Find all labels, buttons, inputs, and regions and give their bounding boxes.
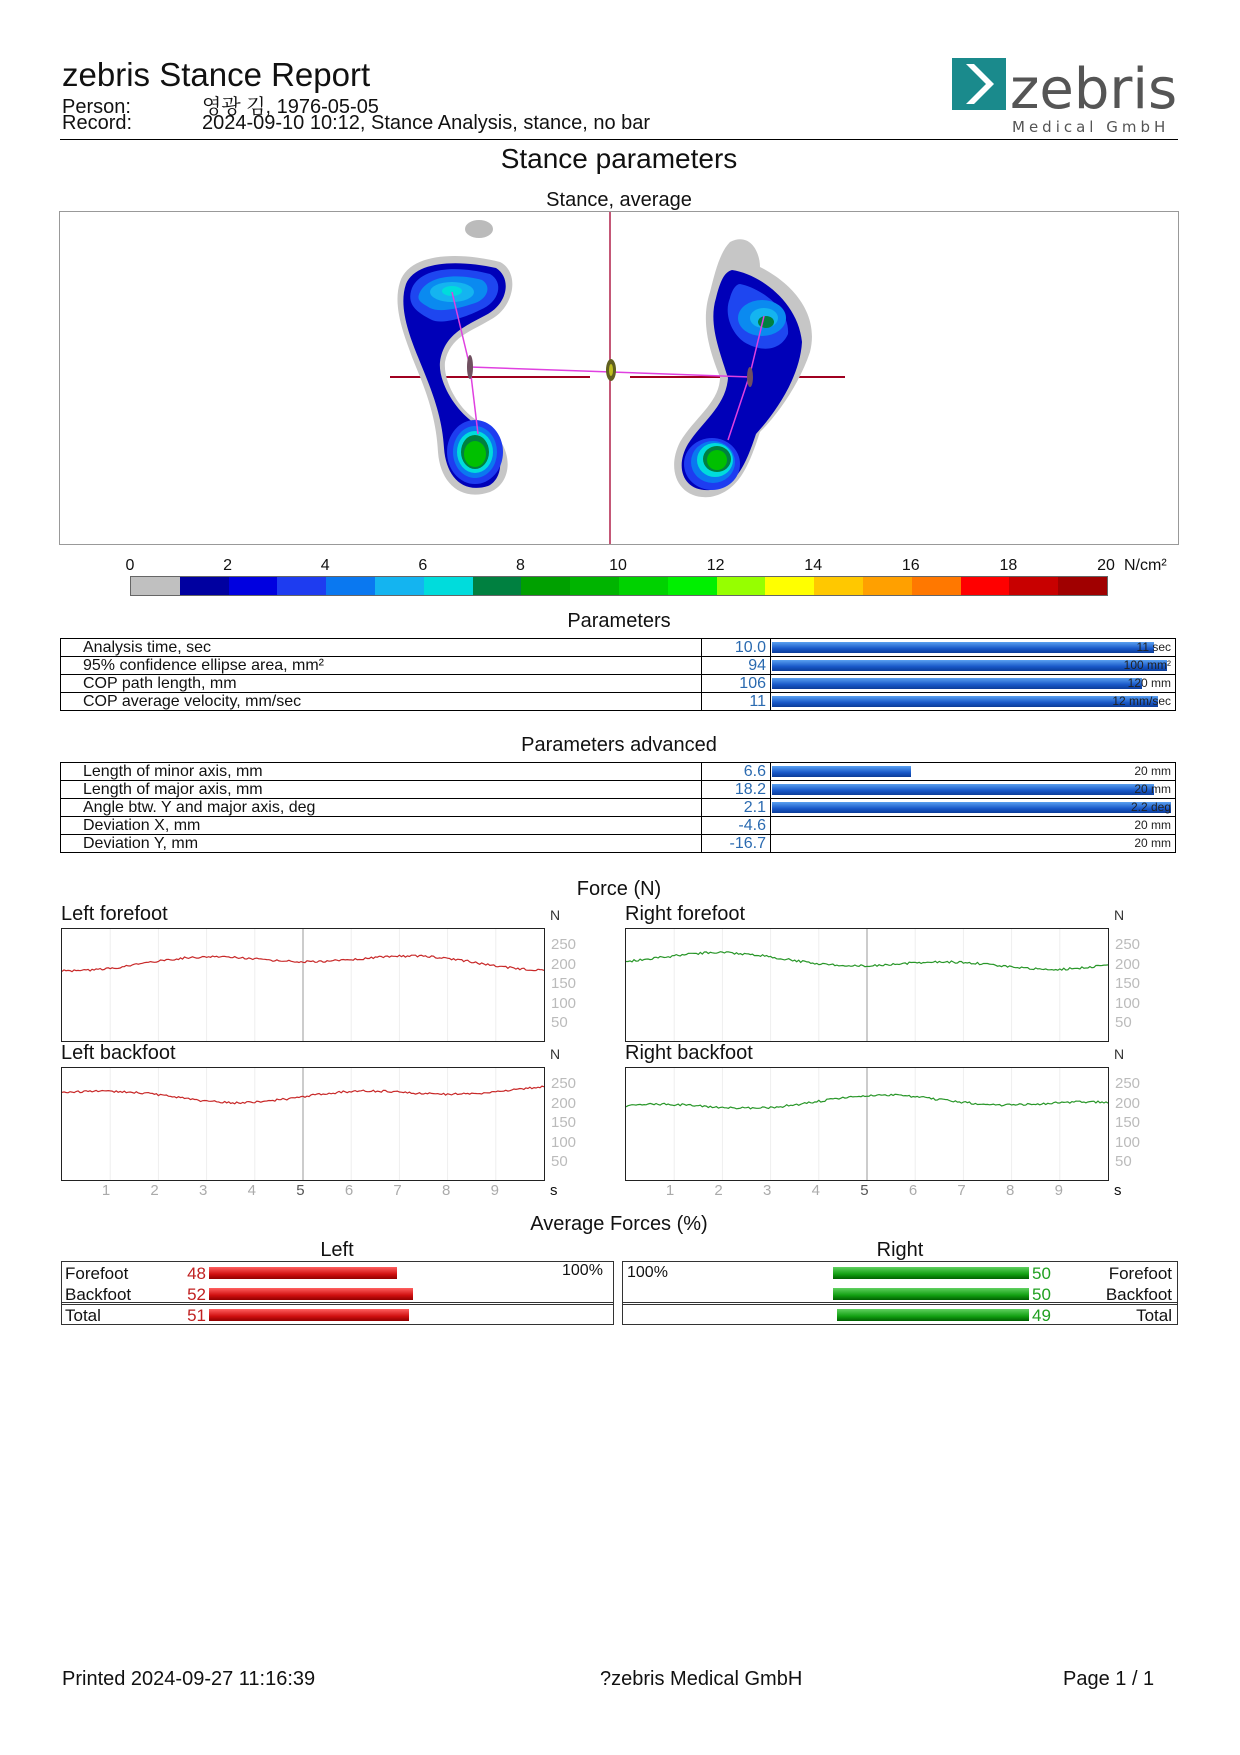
parameter-bar bbox=[772, 696, 1158, 707]
average-right-title: Right bbox=[876, 1239, 924, 1261]
force-x-tick: 8 bbox=[1006, 1182, 1015, 1199]
force-y-tick: 50 bbox=[551, 1153, 568, 1170]
parameter-bar-cell bbox=[771, 693, 1176, 711]
parameter-bar-cell bbox=[771, 799, 1176, 817]
parameter-name: Length of minor axis, mm bbox=[61, 763, 702, 781]
force-y-tick: 50 bbox=[551, 1014, 568, 1031]
average-right-row-name: Total bbox=[1136, 1306, 1172, 1325]
left-foot-pressure bbox=[397, 256, 512, 495]
force-y-tick: 250 bbox=[1115, 936, 1141, 953]
scale-color-step bbox=[131, 577, 180, 595]
parameter-name: Angle btw. Y and major axis, deg bbox=[61, 799, 702, 817]
scale-color-step bbox=[521, 577, 570, 595]
parameter-value: 94 bbox=[702, 657, 771, 675]
record-label: Record: bbox=[62, 112, 133, 134]
pressure-color-scale bbox=[130, 576, 1108, 596]
zebris-logo bbox=[952, 56, 1178, 138]
parameter-name: Deviation Y, mm bbox=[61, 835, 702, 853]
force-y-tick: 200 bbox=[1115, 955, 1141, 973]
scale-color-step bbox=[863, 577, 912, 595]
parameter-value: 2.1 bbox=[702, 799, 771, 817]
scale-color-step bbox=[1009, 577, 1058, 595]
parameter-row bbox=[61, 639, 1176, 657]
average-forces-title: Average Forces (%) bbox=[530, 1213, 708, 1235]
scale-tick-label: 4 bbox=[320, 557, 330, 574]
force-chart-title-right-backfoot: Right backfoot bbox=[625, 1042, 753, 1064]
scale-color-step bbox=[814, 577, 863, 595]
header-divider bbox=[60, 139, 1178, 140]
average-right-row-value: 50 bbox=[1032, 1264, 1051, 1283]
parameter-bar-cell bbox=[771, 675, 1176, 693]
parameter-bar-cell bbox=[771, 657, 1176, 675]
parameters-advanced-table bbox=[60, 762, 1176, 853]
force-x-tick: 5 bbox=[296, 1182, 305, 1199]
force-x-tick: 4 bbox=[247, 1182, 256, 1199]
scale-color-step bbox=[717, 577, 766, 595]
average-right-full-label: 100% bbox=[627, 1264, 668, 1281]
average-left-row-bar bbox=[209, 1309, 409, 1321]
scale-tick-label: 2 bbox=[223, 557, 233, 574]
force-x-unit: s bbox=[550, 1182, 558, 1199]
average-left-full-label: 100% bbox=[562, 1262, 603, 1279]
scale-tick-label: 16 bbox=[901, 557, 920, 574]
force-chart-title-left-forefoot: Left forefoot bbox=[61, 903, 168, 925]
average-left-row-value: 52 bbox=[187, 1285, 206, 1304]
scale-color-step bbox=[180, 577, 229, 595]
parameter-max: 2.2 deg bbox=[1130, 800, 1171, 814]
parameter-name: Analysis time, sec bbox=[61, 639, 702, 657]
force-y-tick: 150 bbox=[1115, 975, 1141, 992]
scale-color-step bbox=[277, 577, 326, 595]
parameter-row bbox=[61, 817, 1176, 835]
force-x-tick: 1 bbox=[665, 1182, 675, 1199]
force-chart-right-forefoot bbox=[625, 928, 1109, 1042]
record-row bbox=[62, 112, 650, 135]
force-section-title: Force (N) bbox=[576, 878, 662, 900]
average-left-row-value: 48 bbox=[187, 1264, 206, 1283]
parameter-bar-cell bbox=[771, 763, 1176, 781]
force-chart-title-left-backfoot: Left backfoot bbox=[61, 1042, 176, 1064]
force-x-tick: 2 bbox=[714, 1182, 723, 1199]
average-left-row-name: Total bbox=[65, 1306, 101, 1325]
parameter-row bbox=[61, 693, 1176, 711]
scale-tick-label: 10 bbox=[609, 557, 627, 574]
stance-plot-title: Stance, average bbox=[546, 189, 692, 211]
stance-pressure-plot bbox=[59, 211, 1179, 545]
force-y-tick: 200 bbox=[551, 955, 577, 973]
scale-color-step bbox=[375, 577, 424, 595]
parameter-name: COP path length, mm bbox=[61, 675, 702, 693]
footer-page: Page 1 / 1 bbox=[1063, 1668, 1155, 1690]
parameter-name: Length of major axis, mm bbox=[61, 781, 702, 799]
parameter-bar bbox=[772, 766, 911, 777]
parameter-value: -16.7 bbox=[702, 835, 771, 853]
parameter-row bbox=[61, 799, 1176, 817]
scale-color-step bbox=[473, 577, 522, 595]
parameter-row bbox=[61, 657, 1176, 675]
scale-tick-label: 0 bbox=[125, 557, 135, 574]
force-y-tick: 100 bbox=[1115, 994, 1141, 1012]
parameter-row bbox=[61, 781, 1176, 799]
person-label: Person: bbox=[62, 96, 131, 118]
logo-wordmark: zebris bbox=[1010, 57, 1178, 122]
force-y-tick: 100 bbox=[551, 994, 577, 1012]
parameter-max: 100 mm² bbox=[1123, 658, 1171, 672]
force-y-tick: 200 bbox=[551, 1094, 577, 1112]
force-x-tick: 6 bbox=[344, 1182, 354, 1199]
parameter-bar bbox=[772, 784, 1154, 795]
parameter-max: 20 mm bbox=[1134, 764, 1171, 778]
scale-color-step bbox=[961, 577, 1010, 595]
scale-color-step bbox=[912, 577, 961, 595]
force-y-tick: 150 bbox=[551, 975, 577, 992]
scale-tick-label: 12 bbox=[706, 557, 725, 574]
parameter-value: 18.2 bbox=[702, 781, 771, 799]
parameter-bar-cell bbox=[771, 817, 1176, 835]
force-y-tick: 100 bbox=[551, 1133, 577, 1151]
parameter-value: 11 bbox=[702, 693, 771, 711]
scale-color-step bbox=[619, 577, 668, 595]
force-x-tick: 9 bbox=[490, 1182, 499, 1199]
scale-color-step bbox=[1058, 577, 1107, 595]
scale-tick-label: 8 bbox=[515, 557, 525, 574]
average-left-row-value: 51 bbox=[187, 1306, 206, 1325]
parameter-row bbox=[61, 675, 1176, 693]
parameter-bar bbox=[772, 802, 1171, 813]
person-value: 영광 김, 1976-05-05 bbox=[202, 96, 379, 118]
parameter-bar-cell bbox=[771, 781, 1176, 799]
parameter-max: 12 mm/sec bbox=[1112, 694, 1171, 708]
parameter-bar bbox=[772, 660, 1167, 671]
pressure-scale-labels bbox=[125, 557, 1115, 577]
force-chart-left-forefoot bbox=[61, 928, 545, 1042]
parameter-value: 6.6 bbox=[702, 763, 771, 781]
parameter-name: Deviation X, mm bbox=[61, 817, 702, 835]
average-right-row-bar bbox=[833, 1288, 1029, 1300]
average-left-title: Left bbox=[320, 1239, 354, 1261]
force-unit-label: N bbox=[550, 1046, 561, 1062]
force-y-tick: 250 bbox=[551, 936, 577, 953]
force-x-tick: 6 bbox=[908, 1182, 918, 1199]
force-y-tick: 250 bbox=[551, 1075, 577, 1092]
scale-color-step bbox=[326, 577, 375, 595]
force-chart-left-backfoot bbox=[61, 1067, 545, 1181]
parameter-bar-cell bbox=[771, 835, 1176, 853]
average-right-row-name: Forefoot bbox=[1108, 1264, 1172, 1283]
force-y-tick: 50 bbox=[1115, 1014, 1132, 1031]
force-y-tick: 150 bbox=[551, 1114, 577, 1131]
right-foot-pressure bbox=[674, 239, 812, 497]
average-left-row-bar bbox=[209, 1288, 413, 1300]
force-x-tick: 5 bbox=[860, 1182, 869, 1199]
force-x-tick: 3 bbox=[199, 1182, 208, 1199]
force-unit-label: N bbox=[550, 907, 561, 923]
parameter-value: 10.0 bbox=[702, 639, 771, 657]
parameter-bar bbox=[772, 678, 1142, 689]
force-x-unit: s bbox=[1114, 1182, 1122, 1199]
force-y-tick: 150 bbox=[1115, 1114, 1141, 1131]
force-x-tick: 7 bbox=[957, 1182, 966, 1199]
scale-tick-label: 18 bbox=[999, 557, 1018, 574]
force-chart-title-right-forefoot: Right forefoot bbox=[625, 903, 746, 925]
scale-tick-label: 6 bbox=[418, 557, 428, 574]
footer-printed: Printed 2024-09-27 11:16:39 bbox=[62, 1668, 316, 1690]
average-right-row-bar bbox=[837, 1309, 1029, 1321]
force-y-tick: 50 bbox=[1115, 1153, 1132, 1170]
force-y-tick: 200 bbox=[1115, 1094, 1141, 1112]
parameter-row bbox=[61, 835, 1176, 853]
parameter-value: -4.6 bbox=[702, 817, 771, 835]
force-x-tick: 8 bbox=[442, 1182, 451, 1199]
parameter-row bbox=[61, 763, 1176, 781]
average-left-row-name: Forefoot bbox=[65, 1264, 129, 1283]
section-title-stance-parameters: Stance parameters bbox=[500, 143, 738, 174]
scale-color-step bbox=[424, 577, 473, 595]
parameters-title: Parameters bbox=[567, 610, 671, 632]
scale-tick-label: 14 bbox=[804, 557, 823, 574]
parameter-max: 20 mm bbox=[1134, 818, 1171, 832]
scale-color-step bbox=[765, 577, 814, 595]
parameter-value: 106 bbox=[702, 675, 771, 693]
average-left-row-name: Backfoot bbox=[65, 1285, 132, 1304]
average-left-row-bar bbox=[209, 1267, 397, 1279]
force-unit-label: N bbox=[1114, 907, 1125, 923]
parameter-max: 20 mm bbox=[1134, 836, 1171, 850]
scale-tick-label: 20 bbox=[1097, 557, 1115, 574]
record-value: 2024-09-10 10:12, Stance Analysis, stance, no bar bbox=[202, 112, 651, 134]
parameters-table bbox=[60, 638, 1176, 711]
parameter-max: 11 sec bbox=[1136, 640, 1171, 654]
parameter-max: 20 mm bbox=[1134, 782, 1171, 796]
average-right-row-value: 49 bbox=[1032, 1306, 1051, 1325]
parameter-name: 95% confidence ellipse area, mm² bbox=[61, 657, 702, 675]
parameter-max: 120 mm bbox=[1127, 676, 1171, 690]
scale-color-step bbox=[668, 577, 717, 595]
average-right-row-value: 50 bbox=[1032, 1285, 1051, 1304]
pressure-scale-unit: N/cm² bbox=[1124, 557, 1167, 574]
force-x-tick: 2 bbox=[150, 1182, 159, 1199]
parameters-advanced-title: Parameters advanced bbox=[521, 734, 717, 756]
scale-color-step bbox=[229, 577, 278, 595]
average-right-row-bar bbox=[833, 1267, 1029, 1279]
force-y-tick: 100 bbox=[1115, 1133, 1141, 1151]
force-unit-label: N bbox=[1114, 1046, 1125, 1062]
parameter-bar-cell bbox=[771, 639, 1176, 657]
scale-color-step bbox=[570, 577, 619, 595]
force-x-tick: 3 bbox=[763, 1182, 772, 1199]
force-x-tick: 4 bbox=[811, 1182, 820, 1199]
force-x-tick: 9 bbox=[1054, 1182, 1063, 1199]
force-y-tick: 250 bbox=[1115, 1075, 1141, 1092]
parameter-name: COP average velocity, mm/sec bbox=[61, 693, 702, 711]
force-x-tick: 7 bbox=[393, 1182, 402, 1199]
parameter-bar bbox=[772, 642, 1154, 653]
report-title: zebris Stance Report bbox=[62, 56, 371, 93]
force-x-tick: 1 bbox=[101, 1182, 111, 1199]
force-chart-right-backfoot bbox=[625, 1067, 1109, 1181]
average-right-row-name: Backfoot bbox=[1105, 1285, 1172, 1304]
logo-subtitle: Medical GmbH bbox=[1012, 118, 1170, 136]
footer-company: ?zebris Medical GmbH bbox=[600, 1668, 803, 1690]
